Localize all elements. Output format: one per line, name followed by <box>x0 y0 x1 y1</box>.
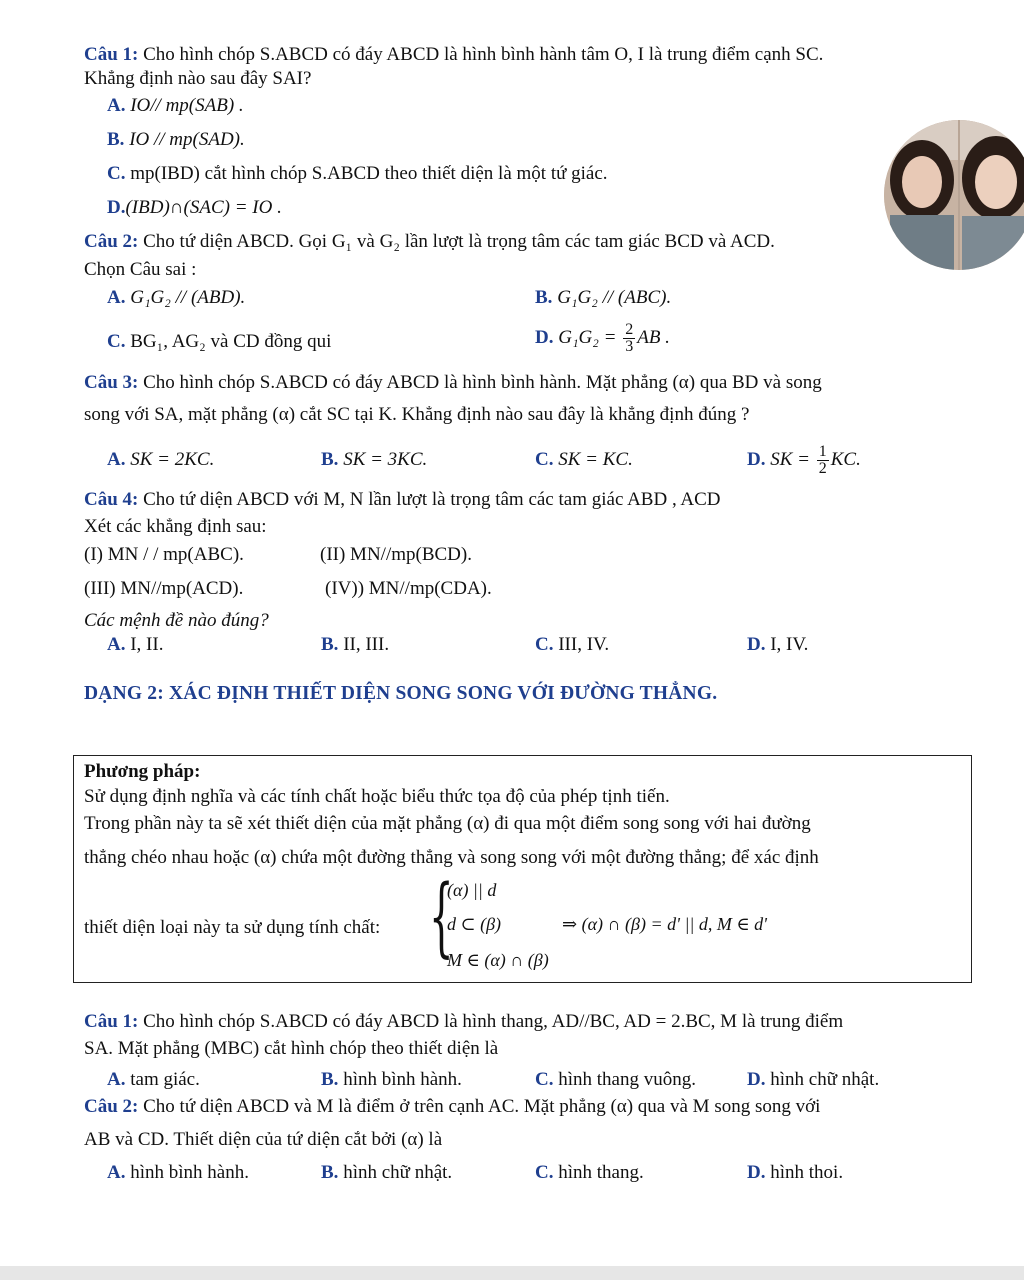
g2-q1-label: Câu 1: <box>84 1011 139 1032</box>
g1-q3-option-d <box>747 440 861 480</box>
option-text: SK = KC. <box>553 449 633 470</box>
statement-text: (I) MN / / mp(ABC). <box>84 544 244 565</box>
option-label: C. <box>107 331 126 352</box>
g1-q1-option-d <box>107 196 282 220</box>
g1-q3-label: Câu 3: <box>84 372 139 393</box>
g1-q1-option-b <box>107 128 245 152</box>
option-label: A. <box>107 449 126 470</box>
option-text: SK = 2KC. <box>125 449 215 470</box>
option-label: C. <box>535 449 554 470</box>
option-label: C. <box>535 1162 554 1183</box>
g1-q1-option-c <box>107 162 608 186</box>
system-condition-2: d ⊂ (β) <box>447 914 502 934</box>
option-label: B. <box>321 634 339 655</box>
statement-text: (IV)) MN//mp(CDA). <box>325 578 492 599</box>
system-condition-3: M ∈ (α) ∩ (β) <box>447 950 549 970</box>
option-text: hình chữ nhật. <box>338 1162 453 1183</box>
g1-q4-text1: Cho tứ diện ABCD với M, N lần lượt là trọng tâm các tam giác ABD , ACD <box>138 489 721 510</box>
option-label: A. <box>107 634 126 655</box>
g1-q2-option-b <box>535 286 671 310</box>
option-text: SK = 3KC. <box>338 449 428 470</box>
option-text: I, II. <box>125 634 164 655</box>
g1-q3-line2 <box>84 403 749 427</box>
g2-q1-option-a <box>107 1068 200 1092</box>
g1-q2-line2 <box>84 258 196 282</box>
option-label: D. <box>107 197 126 218</box>
g2-q1-option-c <box>535 1068 696 1092</box>
g2-q2-line2 <box>84 1128 442 1152</box>
fraction-denominator: 3 <box>625 338 634 356</box>
fraction <box>623 322 635 355</box>
method-line-3: thẳng chéo nhau hoặc (α) chứa một đường thẳng và song song với một đường thẳng; để xác định <box>84 847 819 868</box>
option-label: B. <box>107 129 125 150</box>
section-heading: DẠNG 2: XÁC ĐỊNH THIẾT DIỆN SONG SONG VỚI ĐƯỜNG THẲNG. <box>84 683 718 704</box>
option-label: C. <box>107 163 126 184</box>
option-text-tail: AB . <box>637 327 670 348</box>
g1-q2-line1 <box>84 230 775 254</box>
option-text: G₁G₂ // (ABC). <box>552 287 672 308</box>
g2-q1-text1: Cho hình chóp S.ABCD có đáy ABCD là hình thang, AD//BC, AD = 2.BC, M là trung điểm <box>138 1011 844 1032</box>
g1-q4-question <box>84 609 269 633</box>
g1-q3-option-a <box>107 448 214 472</box>
option-label: A. <box>107 95 126 116</box>
g2-q1-option-b <box>321 1068 462 1092</box>
option-text: hình thoi. <box>765 1162 844 1183</box>
option-label: B. <box>321 449 339 470</box>
g1-q4-statement-4 <box>325 577 492 601</box>
system-result: ⇒ (α) ∩ (β) = d' || d, M ∈ d' <box>562 914 768 934</box>
option-text: IO// mp(SAB) . <box>125 95 244 116</box>
option-text: hình bình hành. <box>125 1162 249 1183</box>
question-text: Các mệnh đề nào đúng? <box>84 610 269 631</box>
option-label: A. <box>107 1162 126 1183</box>
g2-q2-option-b <box>321 1161 452 1185</box>
option-label: C. <box>535 1069 554 1090</box>
option-text: hình thang vuông. <box>553 1069 696 1090</box>
g1-q1-option-a <box>107 94 244 118</box>
statement-text: (III) MN//mp(ACD). <box>84 578 244 599</box>
option-text: tam giác. <box>125 1069 200 1090</box>
option-label: D. <box>535 327 554 348</box>
method-title: Phương pháp: <box>84 761 201 782</box>
g1-q2-label: Câu 2: <box>84 231 139 252</box>
option-label: D. <box>747 1162 766 1183</box>
g1-q3-text2: song với SA, mặt phẳng (α) cắt SC tại K. Khẳng định nào sau đây là khẳng định đúng ? <box>84 404 750 425</box>
option-text: hình chữ nhật. <box>765 1069 880 1090</box>
g1-q4-statement-1 <box>84 543 244 567</box>
g1-q2-text2: Chọn Câu sai : <box>84 259 197 280</box>
g1-q2-option-a <box>107 286 245 310</box>
option-text: III, IV. <box>553 634 610 655</box>
g1-q3-option-c <box>535 448 633 472</box>
statement-text: (II) MN//mp(BCD). <box>320 544 472 565</box>
g1-q2-option-d <box>535 318 670 358</box>
option-text: IO // mp(SAD). <box>124 129 245 150</box>
g1-q4-statement-3 <box>84 577 243 601</box>
option-label: A. <box>107 1069 126 1090</box>
g1-q4-option-a <box>107 633 163 657</box>
option-label: B. <box>535 287 553 308</box>
system-condition-1: (α) || d <box>447 880 497 900</box>
option-text: SK = <box>765 449 810 470</box>
g1-q1-text1: Cho hình chóp S.ABCD có đáy ABCD là hình bình hành tâm O, I là trung điểm cạnh SC. <box>138 44 824 65</box>
option-label: D. <box>747 634 766 655</box>
g1-q2-text1: Cho tứ diện ABCD. Gọi G₁ và G₂ lần lượt là trọng tâm các tam giác BCD và ACD. <box>138 231 775 252</box>
g2-q2-text1: Cho tứ diện ABCD và M là điểm ở trên cạnh AC. Mặt phẳng (α) qua và M song song với <box>138 1096 821 1117</box>
fraction-numerator: 2 <box>625 321 634 339</box>
g1-q4-line2 <box>84 515 267 539</box>
g1-q1-line2 <box>84 67 311 91</box>
option-text: hình bình hành. <box>338 1069 462 1090</box>
option-text: II, III. <box>338 634 390 655</box>
g1-q1-text2: Khẳng định nào sau đây SAI? <box>84 68 312 89</box>
g2-q2-label: Câu 2: <box>84 1096 139 1117</box>
g2-q1-option-d <box>747 1068 879 1092</box>
fraction-numerator: 1 <box>818 443 827 461</box>
option-text: (IBD)∩(SAC) = IO . <box>125 197 282 218</box>
g1-q4-option-d <box>747 633 808 657</box>
option-text: I, IV. <box>765 634 809 655</box>
g1-q1-label: Câu 1: <box>84 44 139 65</box>
g2-q1-line2 <box>84 1037 498 1061</box>
option-label: B. <box>321 1162 339 1183</box>
g1-q1-line1 <box>84 43 823 67</box>
method-line-4: thiết diện loại này ta sử dụng tính chất: <box>84 917 381 938</box>
option-text: BG₁, AG₂ và CD đồng qui <box>125 331 332 352</box>
g1-q4-statement-2 <box>320 543 472 567</box>
option-text: mp(IBD) cắt hình chóp S.ABCD theo thiết diện là một tứ giác. <box>125 163 608 184</box>
g1-q4-option-c <box>535 633 609 657</box>
g1-q4-label: Câu 4: <box>84 489 139 510</box>
bottom-scroll-bar <box>0 1266 1024 1280</box>
g1-q4-text2: Xét các khẳng định sau: <box>84 516 267 537</box>
g1-q3-text1: Cho hình chóp S.ABCD có đáy ABCD là hình bình hành. Mặt phẳng (α) qua BD và song <box>138 372 822 393</box>
option-label: A. <box>107 287 126 308</box>
g1-q3-option-b <box>321 448 427 472</box>
g2-q2-option-d <box>747 1161 843 1185</box>
option-text: hình thang. <box>553 1162 644 1183</box>
g1-q3-line1 <box>84 371 822 395</box>
overlay-photo <box>884 120 1024 270</box>
fraction-denominator: 2 <box>818 460 827 478</box>
option-label: D. <box>747 449 766 470</box>
option-text: G₁G₂ // (ABD). <box>125 287 246 308</box>
method-line-1: Sử dụng định nghĩa và các tính chất hoặc biểu thức tọa độ của phép tịnh tiến. <box>84 786 670 807</box>
g2-q2-option-a <box>107 1161 249 1185</box>
overlay-photo-image <box>884 120 1024 270</box>
fraction <box>817 444 829 477</box>
system-brace-icon: { <box>429 867 454 967</box>
method-line-2: Trong phần này ta sẽ xét thiết diện của mặt phẳng (α) đi qua một điểm song song với hai đường <box>84 813 811 834</box>
g1-q4-option-b <box>321 633 389 657</box>
option-text-tail: KC. <box>830 449 861 470</box>
g2-q2-option-c <box>535 1161 644 1185</box>
g2-q1-text2: SA. Mặt phẳng (MBC) cắt hình chóp theo thiết diện là <box>84 1038 499 1059</box>
option-label: D. <box>747 1069 766 1090</box>
g1-q4-line1 <box>84 488 721 512</box>
option-label: C. <box>535 634 554 655</box>
g2-q1-line1 <box>84 1010 843 1034</box>
option-text: G₁G₂ = <box>553 327 617 348</box>
g2-q2-line1 <box>84 1095 820 1119</box>
g1-q2-option-c <box>107 330 331 354</box>
g2-q2-text2: AB và CD. Thiết diện của tứ diện cắt bởi (α) là <box>84 1129 443 1150</box>
option-label: B. <box>321 1069 339 1090</box>
